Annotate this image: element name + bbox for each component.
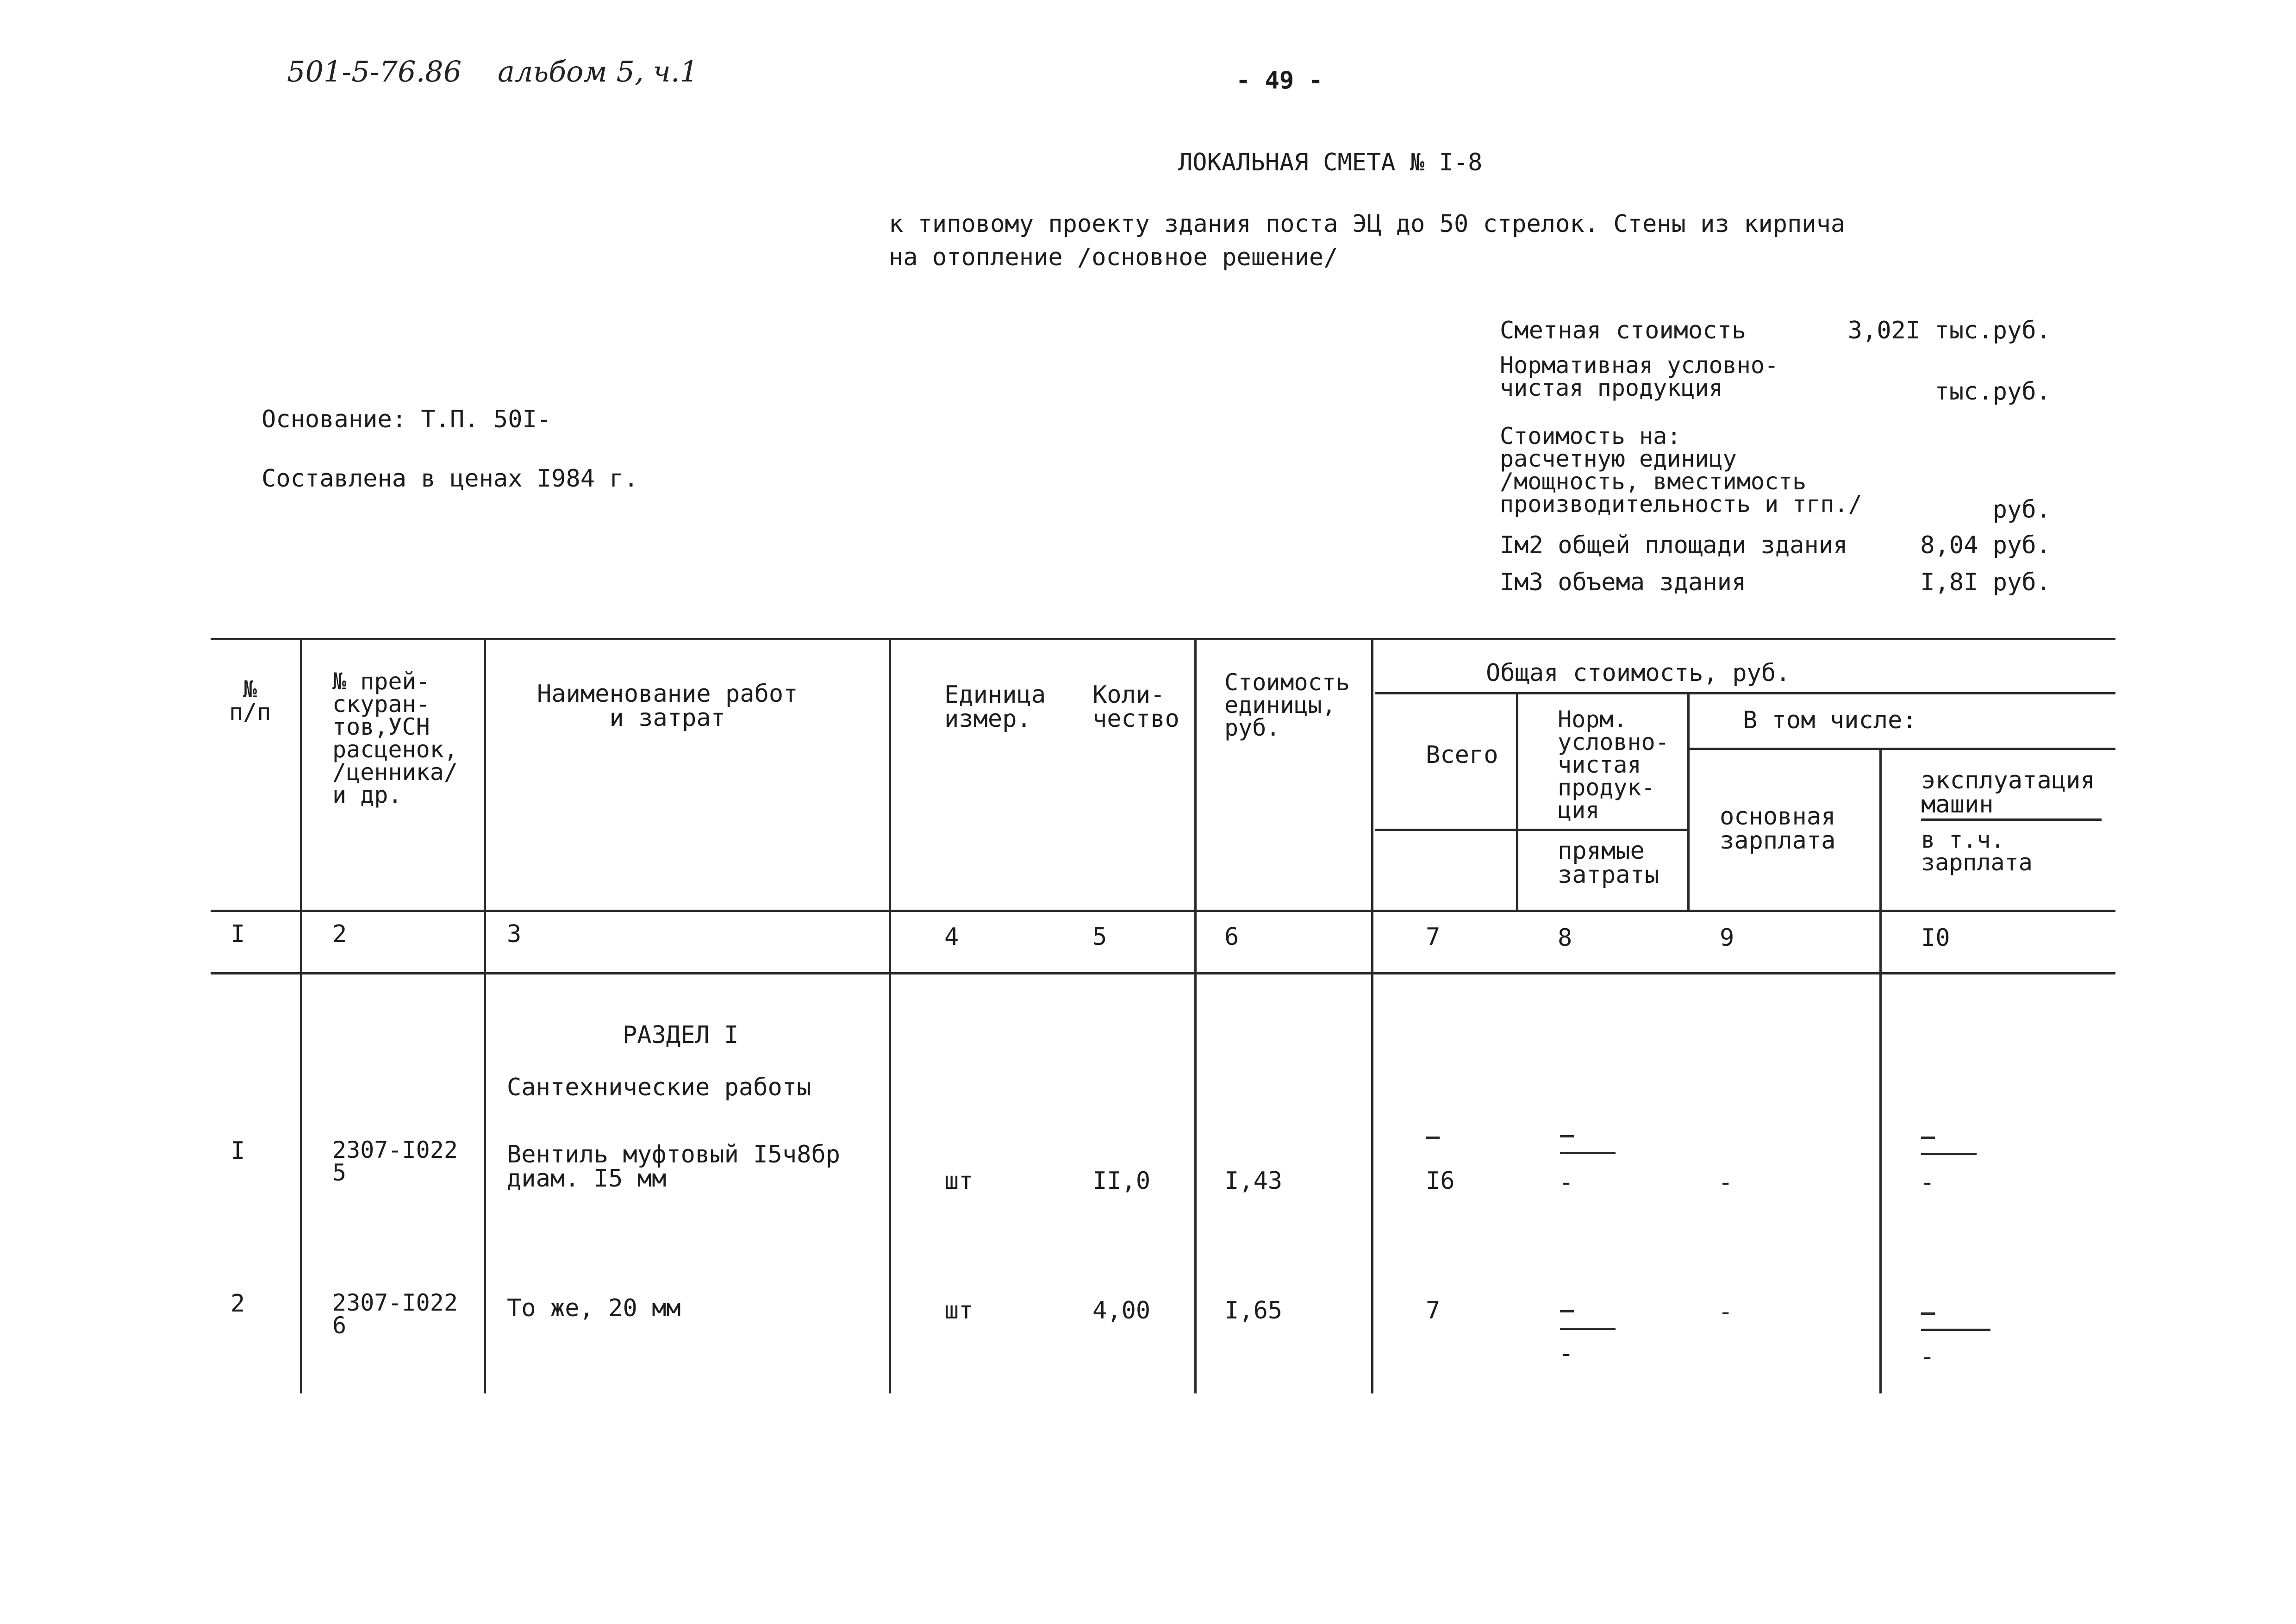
header-total-group: Общая стоимость, руб. xyxy=(1486,659,1791,687)
column-numbers-border xyxy=(211,972,2115,974)
row-machines-divider xyxy=(1921,1153,1977,1155)
norm-direct-divider xyxy=(1375,829,1690,831)
row-machines-divider xyxy=(1921,1329,1990,1331)
column-number-1: I xyxy=(231,920,245,948)
row-machines-dash xyxy=(1921,1137,1935,1139)
column-number-5: 5 xyxy=(1092,923,1107,951)
row-name: То же, 20 мм xyxy=(507,1294,681,1322)
table-top-border xyxy=(211,638,2115,640)
col-divider-1 xyxy=(300,638,302,1393)
header-norm: Норм. условно- чистая продук- ция xyxy=(1558,706,1669,824)
doc-code: 501-5-76.86 xyxy=(287,55,462,88)
header-num: № п/п xyxy=(229,676,271,725)
row-machines-salary-dash: - xyxy=(1920,1168,1935,1196)
header-machines-salary: в т.ч. зарплата xyxy=(1921,826,2033,876)
album-note: альбом 5, ч.1 xyxy=(498,55,699,88)
per-m3-label: Iм3 объема здания xyxy=(1500,568,1747,596)
column-number-7: 7 xyxy=(1426,923,1441,951)
row-machines-salary-dash: - xyxy=(1920,1343,1935,1371)
row-salary: - xyxy=(1718,1168,1733,1196)
column-number-9: 9 xyxy=(1720,924,1734,952)
page-number: - 49 - xyxy=(1236,67,1323,94)
row-num: I xyxy=(231,1137,245,1165)
col-divider-3 xyxy=(889,638,891,1393)
row-num: 2 xyxy=(231,1290,245,1318)
header-unit-cost: Стоимость единицы, руб. xyxy=(1224,669,1350,741)
header-price-ref: № прей- скуран- тов,УСН расценок, /ценника/ и др. xyxy=(332,668,458,808)
header-direct: прямые затраты xyxy=(1558,837,1660,889)
row-unit-cost: I,43 xyxy=(1224,1167,1283,1195)
row-norm-divider xyxy=(1560,1152,1616,1154)
column-number-3: 3 xyxy=(507,920,522,948)
including-divider xyxy=(1690,748,2115,750)
header-machines: эксплуатация машин xyxy=(1921,767,2095,818)
estimate-title: ЛОКАЛЬНАЯ СМЕТА № I-8 xyxy=(1178,149,1483,176)
per-unit-value: руб. xyxy=(1992,496,2051,524)
row-total-dash xyxy=(1426,1137,1440,1139)
normative-production-label: Нормативная условно- чистая продукция xyxy=(1500,352,1779,401)
col-divider-8 xyxy=(1687,692,1690,910)
row-name: Вентиль муфтовый I5ч8бр диам. I5 мм xyxy=(507,1141,841,1193)
header-salary: основная зарплата xyxy=(1720,803,1836,855)
col-divider-9 xyxy=(1879,748,1882,1393)
column-number-2: 2 xyxy=(332,920,347,948)
column-number-8: 8 xyxy=(1558,924,1572,952)
estimated-cost-value: 3,02I тыс.руб. xyxy=(1847,317,2051,344)
per-m2-label: Iм2 общей площади здания xyxy=(1500,531,1848,559)
header-name: Наименование работ и затрат xyxy=(537,680,798,732)
prices-year: Составлена в ценах I984 г. xyxy=(262,465,638,493)
estimate-subtitle-2: на отопление /основное решение/ xyxy=(889,244,1338,271)
col-divider-5 xyxy=(1194,638,1197,1393)
row-price-ref: 2307-I022 6 xyxy=(332,1289,458,1339)
header-qty: Коли- чество xyxy=(1092,681,1179,733)
row-unit: шт xyxy=(944,1297,973,1324)
row-total: I6 xyxy=(1426,1167,1455,1195)
header-including: В том числе: xyxy=(1743,706,1917,734)
column-number-4: 4 xyxy=(944,923,959,951)
column-number-6: 6 xyxy=(1224,923,1239,951)
row-salary: - xyxy=(1718,1298,1733,1326)
header-total: Всего xyxy=(1426,741,1498,769)
section-title: РАЗДЕЛ I xyxy=(623,1021,739,1049)
row-price-ref: 2307-I022 5 xyxy=(332,1137,458,1186)
per-m3-value: I,8I руб. xyxy=(1920,568,2051,596)
row-norm-dash xyxy=(1560,1310,1574,1312)
per-m2-value: 8,04 руб. xyxy=(1920,531,2051,559)
row-unit-cost: I,65 xyxy=(1224,1297,1283,1324)
row-qty: 4,00 xyxy=(1092,1297,1151,1324)
total-group-divider xyxy=(1375,692,2115,694)
header-unit: Единица измер. xyxy=(944,681,1046,733)
row-direct-dash: - xyxy=(1559,1340,1574,1368)
column-number-10: I0 xyxy=(1921,924,1950,952)
per-unit-label: Стоимость на: расчетную единицу /мощность, вместимость производительность и тгп./ xyxy=(1500,423,1862,518)
header-bottom-border xyxy=(211,910,2115,912)
row-direct-dash: - xyxy=(1559,1168,1574,1196)
row-unit: шт xyxy=(944,1167,973,1195)
section-subtitle: Сантехнические работы xyxy=(507,1074,811,1101)
row-qty: II,0 xyxy=(1092,1167,1151,1195)
machines-divider xyxy=(1921,818,2102,821)
row-machines-dash xyxy=(1921,1312,1935,1315)
col-divider-2 xyxy=(484,638,486,1393)
row-total: 7 xyxy=(1426,1297,1441,1324)
estimated-cost-label: Сметная стоимость xyxy=(1500,317,1747,344)
col-divider-7 xyxy=(1516,692,1518,910)
row-norm-dash xyxy=(1560,1135,1574,1137)
normative-production-value: тыс.руб. xyxy=(1934,378,2051,406)
col-divider-6 xyxy=(1371,638,1373,1393)
basis-text: Основание: Т.П. 50I- xyxy=(262,406,552,433)
estimate-subtitle-1: к типовому проекту здания поста ЭЦ до 50 стрелок. Стены из кирпича xyxy=(889,210,1846,238)
row-norm-divider xyxy=(1560,1328,1616,1330)
